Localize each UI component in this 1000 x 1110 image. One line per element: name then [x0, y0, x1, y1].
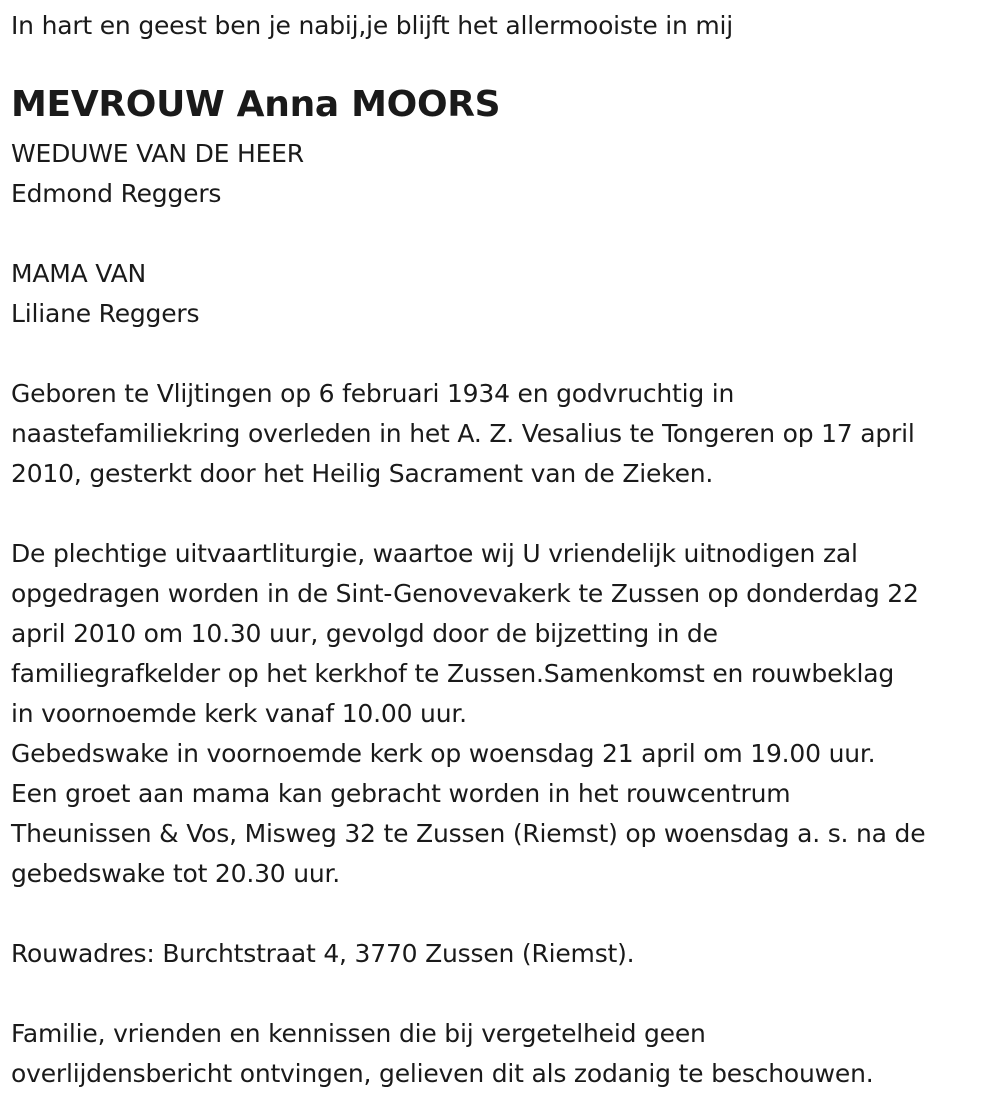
paragraph-line: Theunissen & Vos, Misweg 32 te Zussen (Riemst) op woensdag a. s. na de — [11, 819, 926, 848]
birth-death-paragraph — [11, 374, 915, 494]
child-name: Liliane Reggers — [11, 299, 200, 328]
motto: In hart en geest ben je nabij,je blijft het allermooiste in mij — [11, 11, 734, 40]
spouse-name: Edmond Reggers — [11, 179, 222, 208]
mother-block — [11, 254, 199, 334]
paragraph-line: Familie, vrienden en kennissen die bij vergetelheid geen — [11, 1019, 706, 1048]
paragraph-line: Gebedswake in voornoemde kerk op woensdag 21 april om 19.00 uur. — [11, 739, 876, 768]
widow-block — [11, 134, 304, 214]
paragraph-line: naastefamiliekring overleden in het A. Z. Vesalius te Tongeren op 17 april — [11, 419, 915, 448]
mourning-address — [11, 934, 634, 974]
paragraph-line: in voornoemde kerk vanaf 10.00 uur. — [11, 699, 467, 728]
paragraph-line: familiegrafkelder op het kerkhof te Zussen.Samenkomst en rouwbeklag — [11, 659, 895, 688]
deceased-name: MEVROUW Anna MOORS — [11, 84, 501, 125]
family-note — [11, 1014, 874, 1094]
paragraph-line: De plechtige uitvaartliturgie, waartoe wij U vriendelijk uitnodigen zal — [11, 539, 858, 568]
paragraph-line: 2010, gesterkt door het Heilig Sacrament van de Zieken. — [11, 459, 714, 488]
paragraph-line: Een groet aan mama kan gebracht worden in het rouwcentrum — [11, 779, 791, 808]
paragraph-line: Geboren te Vlijtingen op 6 februari 1934 en godvruchtig in — [11, 379, 735, 408]
paragraph-line: april 2010 om 10.30 uur, gevolgd door de bijzetting in de — [11, 619, 718, 648]
widow-label: WEDUWE VAN DE HEER — [11, 139, 304, 168]
paragraph-line: overlijdensbericht ontvingen, gelieven dit als zodanig te beschouwen. — [11, 1059, 874, 1088]
address-line: Rouwadres: Burchtstraat 4, 3770 Zussen (Riemst). — [11, 939, 635, 968]
funeral-paragraph — [11, 534, 925, 894]
paragraph-line: gebedswake tot 20.30 uur. — [11, 859, 341, 888]
mother-label: MAMA VAN — [11, 259, 146, 288]
paragraph-line: opgedragen worden in de Sint-Genovevakerk te Zussen op donderdag 22 — [11, 579, 919, 608]
